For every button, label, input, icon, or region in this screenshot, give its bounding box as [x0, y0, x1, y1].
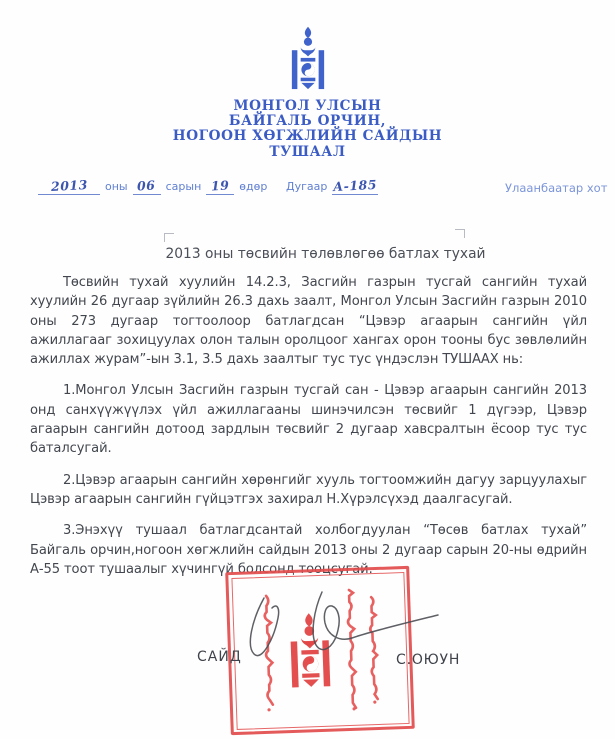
letterhead-line: ТУШААЛ [269, 143, 346, 160]
letterhead-line: НОГООН ХӨГЖЛИЙН САЙДЫН [172, 128, 443, 145]
paragraph-item-2: 2.Цэвэр агаарын сангийн хөрөнгийг хууль тогтоомжийн дагуу зарцуулахыг Цэвэр агаарын сангийн гүйцэтгэх захирал Н.Хүрэлсүхэд даалгасугай. [30, 472, 587, 507]
seal-soyombo-icon [282, 605, 337, 697]
year-label: оны [105, 180, 128, 193]
document-number [285, 178, 378, 195]
letterhead [0, 99, 615, 160]
date-fields [38, 178, 268, 195]
number-field [332, 178, 378, 195]
corner-mark-left [164, 233, 174, 242]
handwritten-number: А-185 [333, 176, 378, 195]
number-label: Дугаар [286, 180, 328, 193]
handwritten-month: 06 [137, 177, 157, 194]
mongolian-script-column [365, 592, 382, 704]
corner-mark-right [455, 229, 465, 238]
mongolian-script-column [342, 587, 359, 711]
letterhead-line: МОНГОЛ УЛСЫН [233, 98, 382, 114]
minister-title-label: САЙД [197, 649, 242, 665]
paragraph-item-1: 1.Монгол Улсын Засгийн газрын тусгай сан - Цэвэр агаарын сангийн 2013 онд санхүүжүүлэх үйл ажиллагааны шинэчилсэн төсвийг 1 дүгээр, Цэвэр агаарын сангийн дотоод зардлын төсвийг 2 дугаар хавсралтын ёсоор тус тус баталсугай. [30, 383, 587, 457]
document-body [30, 273, 587, 591]
letterhead-line: БАЙГАЛЬ ОРЧИН, [228, 113, 387, 130]
handwritten-year: 2013 [50, 177, 88, 194]
date-row [0, 178, 615, 204]
soyombo-emblem-icon [286, 24, 330, 94]
month-field [133, 178, 161, 195]
mongolian-script-column [258, 592, 276, 712]
paragraph-preamble: Төсвийн тухай хуулийн 14.2.3, Засгийн газрын тусгай сангийн тухай хуулийн 26 дугаар зүйлийн 26.3 дахь заалт, Монгол Улсын Засгийн газрын 2010 оны 273 дугаар тогтоолоор батлагдсан “Цэвэр агаарын сангийн үйл ажиллагааг зохицуулах олон талын оролцоог хангах орон тооны бус зөвлөлийн ажиллах журам”-ын 3.1, 3.5 дахь заалтыг тус тус үндэслэн ТУШААХ нь: [30, 275, 587, 368]
year-field [38, 178, 100, 195]
ministry-seal-icon [225, 566, 415, 735]
paragraph-item-3: 3.Энэхүү тушаал батлагдсантай холбогдуулан “Төсөв батлах тухай” Байгаль орчин,ногоон хөгжлийн сайдын 2013 оны 2 дугаар сарын 20-ны өдрийн А-55 тоот тушаалыг хүчингүй болсонд тооцсугай. [30, 523, 587, 577]
seal-inner-border [231, 572, 409, 730]
day-field [206, 178, 234, 195]
day-label: өдөр [239, 180, 268, 193]
minister-name: С.ОЮУН [396, 652, 461, 668]
handwritten-day: 19 [210, 177, 230, 194]
city-label: Улаанбаатар хот [505, 181, 608, 195]
document-title: 2013 оны төсвийн төлөвлөгөө батлах тухай [165, 246, 486, 262]
month-label: сарын [165, 180, 202, 193]
